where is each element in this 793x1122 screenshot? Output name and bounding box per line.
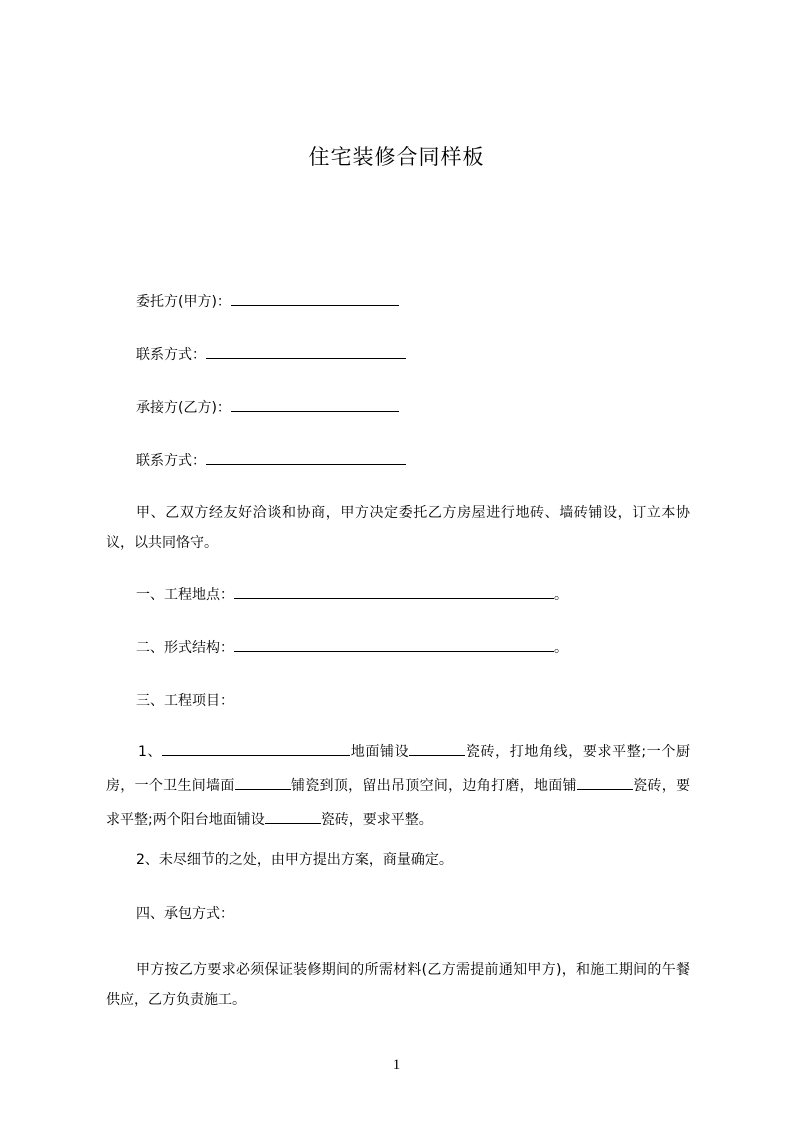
item-1-text-c: 铺瓷到顶，留出吊顶空间，边角打磨，地面铺 <box>290 778 577 794</box>
location-period: 。 <box>554 587 568 603</box>
contract-paragraph: 甲方按乙方要求必须保证装修期间的所需材料(乙方需提前通知甲方)，和施工期间的午餐供应，乙方负责施工。 <box>106 962 690 1008</box>
structure-blank <box>234 638 554 652</box>
item-1-text-d: 瓷砖，要求平整;两个阳台地面铺设 <box>106 778 691 828</box>
location-label: 一、工程地点： <box>136 587 234 603</box>
field-label: 联系方式： <box>136 347 206 363</box>
field-label: 委托方(甲方)： <box>136 294 231 310</box>
intro-paragraph: 甲、乙双方经友好洽谈和协商，甲方决定委托乙方房屋进行地砖、墙砖铺设，订立本协议，以共同恪守。 <box>106 505 690 551</box>
item-1-text-e: 瓷砖，要求平整。 <box>320 812 433 828</box>
page-number: 1 <box>392 1057 401 1073</box>
contractor-contact-blank <box>206 451 406 465</box>
structure-period: 。 <box>554 640 568 656</box>
item-1-text-b: 瓷砖，打地角线，要求平整;一个厨房，一个卫生间墙面 <box>106 744 690 794</box>
contractor-party-blank <box>231 398 399 412</box>
item-1-blank-a <box>162 742 350 756</box>
document-title: 住宅装修合同样板 <box>308 145 485 169</box>
item-1-paragraph <box>106 735 690 837</box>
item-1-prefix: 1、 <box>138 744 163 760</box>
item-1-text-a: 地面铺设 <box>350 744 410 760</box>
client-party-field <box>136 292 399 312</box>
contract-heading: 四、承包方式： <box>136 906 234 922</box>
structure-label: 二、形式结构： <box>136 640 234 656</box>
field-label: 承接方(乙方)： <box>136 400 231 416</box>
structure-field <box>136 638 568 658</box>
client-contact-blank <box>206 345 406 359</box>
item-1-blank-e <box>265 810 321 824</box>
item-1-blank-d <box>577 776 633 790</box>
item-2-text: 2、未尽细节的之处，由甲方提出方案，商量确定。 <box>136 852 453 868</box>
items-heading: 三、工程项目： <box>136 693 234 709</box>
item-1-blank-b <box>409 742 465 756</box>
client-party-blank <box>231 292 399 306</box>
client-contact-field <box>136 345 406 365</box>
contractor-party-field <box>136 398 399 418</box>
item-1-blank-c <box>235 776 291 790</box>
field-label: 联系方式： <box>136 453 206 469</box>
location-field <box>136 585 568 605</box>
contractor-contact-field <box>136 451 406 471</box>
location-blank <box>234 585 554 599</box>
